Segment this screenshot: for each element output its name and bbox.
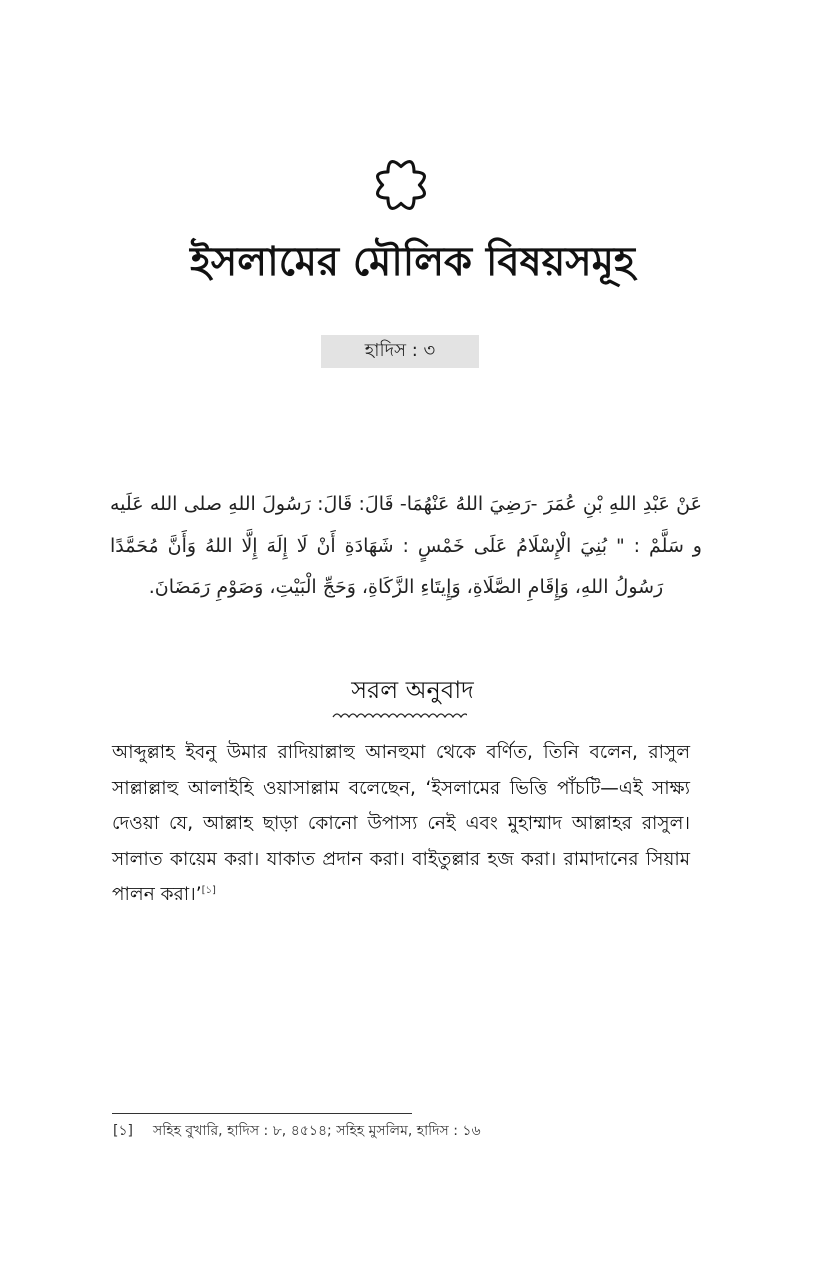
footnote-text: সহিহ বুখারি, হাদিস : ৮, ৪৫১৪; সহিহ মুসলিম, হাদিস : ১৬ — [153, 1123, 481, 1139]
hadith-number-badge: হাদিস : ৩ — [321, 335, 479, 368]
footnote-number: [১] — [113, 1123, 134, 1139]
footnote-reference: [১] — [201, 884, 216, 896]
wavy-underline — [331, 710, 467, 724]
footnote-divider — [112, 1113, 412, 1114]
page-title: ইসলামের মৌলিক বিষয়সমূহ — [190, 239, 635, 285]
eight-lobed-flower-icon — [366, 152, 436, 218]
footnote — [113, 1120, 713, 1142]
arabic-hadith-text: عَنْ عَبْدِ اللهِ بْنِ عُمَرَ -رَضِيَ اللهُ عَنْهُمَا- قَالَ: قَالَ: رَسُولَ اللهِ صلى الله عَلَيه و سَلَّمْ : " بُنِيَ الْإِسْلَامُ عَلَى خَمْسٍ : شَهَادَةِ أَنْ لَا إِلَهَ إِلَّا اللهُ وَأَنَّ مُحَمَّدًا رَسُولُ اللهِ، وَإِقَامِ الصَّلَاةِ، وَإِيتَاءِ الزَّكَاةِ، وَحَجِّ الْبَيْتِ، وَصَوْمِ رَمَضَانَ. — [110, 493, 702, 598]
section-heading: সরল অনুবাদ — [351, 676, 474, 704]
translation-paragraph — [112, 735, 690, 913]
translation-text: আব্দুল্লাহ ইবনু উমার রাদিয়াল্লাহু আনহুমা থেকে বর্ণিত, তিনি বলেন, রাসুল সাল্লাল্লাহু আলাইহি ওয়াসাল্লাম বলেছেন, ‘ইসলামের ভিত্তি পাঁচটি—এই সাক্ষ্য দেওয়া যে, আল্লাহ ছাড়া কোনো উপাস্য নেই এবং মুহাম্মাদ আল্লাহর রাসুল। সালাত কায়েম করা। যাকাত প্রদান করা। বাইতুল্লার হজ করা। রামাদানের সিয়াম পালন করা।’ — [112, 742, 690, 905]
